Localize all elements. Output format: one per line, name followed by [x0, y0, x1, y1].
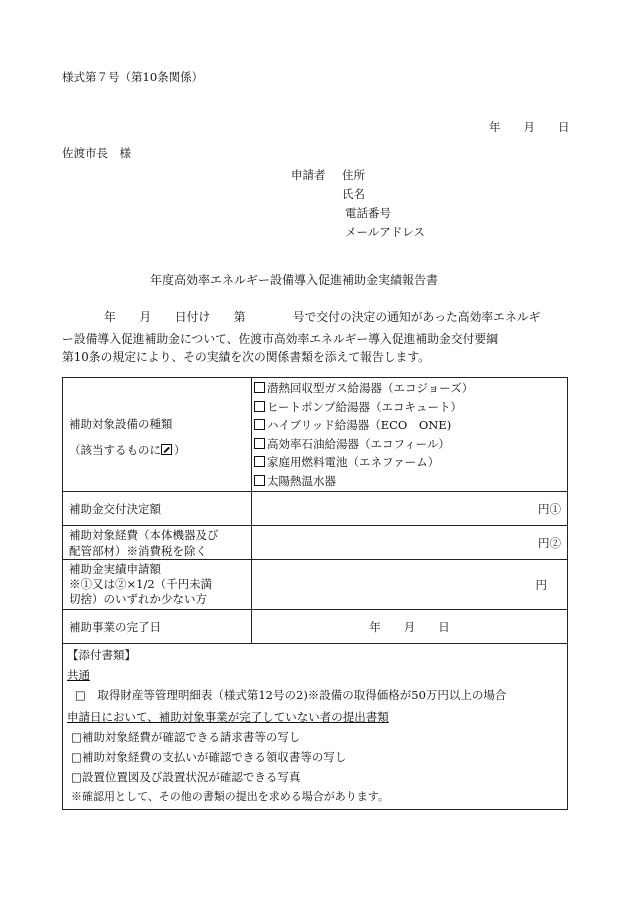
addressee: 佐渡市長 様	[62, 146, 131, 160]
report-table	[62, 377, 568, 810]
applicant-name-label: 氏名	[342, 187, 365, 201]
attachments-row	[63, 644, 568, 810]
equipment-option-label: 潜熱回収型ガス給湯器（エコジョーズ）	[267, 381, 474, 395]
applicant-label: 申請者	[291, 168, 326, 182]
equipment-option[interactable]	[254, 435, 561, 454]
body-paragraph	[62, 306, 570, 368]
body-line-2: ー設備導入促進補助金について、佐渡市高効率エネルギー導入促進補助金交付要綱	[62, 332, 499, 346]
grant-decision-amount[interactable]: 円①	[252, 492, 568, 526]
applicant-address-label: 住所	[342, 168, 365, 182]
checkbox-icon[interactable]	[254, 456, 265, 467]
document-title: 年度高効率エネルギー設備導入促進補助金実績報告書	[150, 273, 439, 287]
equipment-option[interactable]	[254, 416, 561, 435]
grant-decision-row	[63, 492, 568, 526]
checkbox-icon[interactable]	[254, 382, 265, 393]
attachments-cell	[63, 644, 568, 810]
date-field: 年 月 日	[489, 120, 570, 134]
equipment-option[interactable]	[254, 453, 561, 472]
equipment-option-label: 高効率石油給湯器（エコフィール）	[267, 436, 450, 451]
attachments-incomplete-label: 申請日において、補助対象事業が完了していない者の提出書類	[67, 710, 389, 724]
expense-label-1: 補助対象経費（本体機器及び	[69, 527, 219, 542]
equipment-option[interactable]	[254, 472, 561, 491]
attachments-common-label: 共通	[67, 668, 90, 682]
equipment-note-suffix: ）	[174, 442, 186, 457]
expense-amount[interactable]: 円②	[252, 526, 568, 560]
equipment-option[interactable]	[254, 379, 561, 398]
attachment-item[interactable]: □補助対象経費の支払いが確認できる領収書等の写し	[71, 750, 347, 764]
form-number: 様式第７号（第10条関係）	[62, 70, 204, 84]
equipment-option-label: 太陽熱温水器	[267, 473, 336, 488]
equipment-option-label: ヒートポンプ給湯器（エコキュート）	[267, 399, 463, 414]
equipment-label: 補助対象設備の種類	[69, 416, 173, 431]
equipment-row	[63, 378, 568, 492]
attachments-common-item[interactable]: □ 取得財産等管理明細表（様式第12号の2)※設備の取得価格が50万円以上の場合	[75, 688, 507, 702]
equipment-note-prefix: （該当するものに	[69, 442, 161, 457]
actual-row	[63, 560, 568, 610]
attachment-item[interactable]: □補助対象経費が確認できる請求書等の写し	[71, 730, 301, 744]
attachments-note: ※確認用として、その他の書類の提出を求める場合があります。	[71, 790, 389, 803]
checkbox-icon[interactable]	[254, 401, 265, 412]
equipment-option-label: 家庭用燃料電池（エネファーム）	[267, 455, 440, 469]
actual-amount[interactable]: 円	[252, 560, 568, 610]
expense-label-2: 配管部材）※消費税を除く	[69, 543, 207, 558]
equipment-label-cell	[63, 378, 252, 492]
actual-label-cell	[63, 560, 252, 610]
expense-label-cell	[63, 526, 252, 560]
grant-decision-label: 補助金交付決定額	[63, 492, 252, 526]
equipment-list-cell	[252, 378, 568, 492]
body-line-3: 第10条の規定により、その実績を次の関係書類を添えて報告します。	[62, 350, 430, 364]
applicant-phone-label: 電話番号	[345, 206, 391, 220]
actual-label-2: ※①又は②×1/2（千円未満	[69, 577, 213, 591]
attachments-heading: 【添付書類】	[67, 648, 136, 662]
completion-date[interactable]: 年 月 日	[252, 610, 568, 644]
completion-row	[63, 610, 568, 644]
completion-label: 補助事業の完了日	[63, 610, 252, 644]
body-line-1: 年 月 日付け 第 号で交付の決定の通知があった高効率エネルギ	[104, 310, 541, 324]
expense-row	[63, 526, 568, 560]
equipment-option-label: ハイブリッド給湯器（ECO ONE)	[267, 418, 452, 432]
checked-box-icon	[161, 444, 172, 455]
actual-label-1: 補助金実績申請額	[69, 562, 161, 576]
equipment-note	[69, 442, 245, 458]
checkbox-icon[interactable]	[254, 475, 265, 486]
attachment-item[interactable]: □設置位置図及び設置状況が確認できる写真	[71, 770, 301, 784]
checkbox-icon[interactable]	[254, 438, 265, 449]
applicant-email-label: メールアドレス	[345, 225, 425, 239]
actual-label-3: 切捨）のいずれか少ない方	[69, 592, 207, 606]
checkbox-icon[interactable]	[254, 419, 265, 430]
equipment-option[interactable]	[254, 398, 561, 417]
